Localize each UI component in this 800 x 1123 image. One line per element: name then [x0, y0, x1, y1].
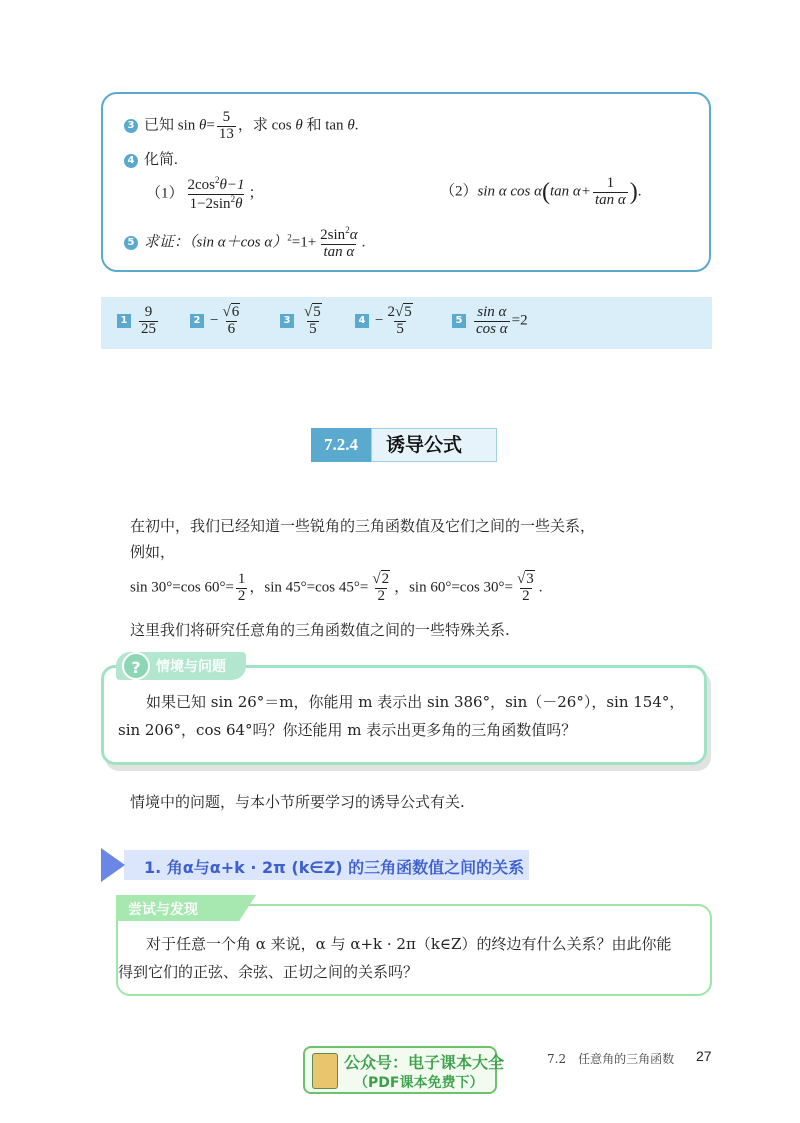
- answer-1: [117, 305, 160, 338]
- fraction: [217, 110, 236, 143]
- fraction-denominator: 2: [377, 587, 385, 604]
- fraction-numerator: $2\cos^2\theta-1$: [187, 175, 245, 193]
- expr-part: α: [349, 227, 358, 243]
- sub-label: （2）: [440, 183, 478, 200]
- answer-2: [190, 305, 244, 338]
- fraction-numerator: sin α: [477, 304, 507, 320]
- try-line-1: 对于任意一个角 α 来说，α 与 α+k · 2π（k∈Z）的终边有什么关系？由此你能: [146, 935, 672, 953]
- fraction-numerator: √2: [372, 571, 390, 587]
- fraction-denominator: $1-2\sin^2\theta$: [189, 193, 243, 212]
- intro-paragraph-1b: 例如，: [130, 543, 176, 561]
- stamp-line-1: 公众号：电子课本大全: [344, 1053, 505, 1072]
- math-symbol: =1+: [291, 234, 317, 251]
- exercise-5: [124, 226, 365, 261]
- exercise-text: .: [361, 234, 366, 251]
- fraction: [318, 226, 359, 261]
- exercise-number-badge: 5: [124, 236, 138, 250]
- intro-paragraph-2: 这里我们将研究任意角的三角函数值之间的一些特殊关系.: [130, 621, 510, 639]
- exercise-text: ；: [248, 185, 264, 202]
- fraction-numerator: $2\sin^2\alpha$: [320, 225, 358, 243]
- expr-part: =2: [511, 312, 528, 329]
- exercise-number-badge: 4: [124, 154, 138, 168]
- sign: −: [210, 312, 219, 329]
- fraction: [186, 176, 247, 213]
- exercise-text: 化简.: [144, 152, 178, 168]
- exercise-text: ，求 cos: [237, 117, 296, 134]
- fraction-denominator: 5: [309, 320, 317, 337]
- expr-part: ，sin 60°=cos 30°=: [394, 579, 513, 596]
- fraction-numerator: 2√5: [387, 304, 412, 320]
- topic-heading: 1. 角α与α+k · 2π (k∈Z) 的三角函数值之间的关系: [144, 858, 525, 877]
- exercise-4-2: （2）sin α cos α(tan α+ $\frac{1}{\text{tan α}}$ ).: [440, 175, 642, 208]
- fraction-numerator: √3: [517, 571, 534, 587]
- radicand: 6: [231, 304, 240, 320]
- expr-part: θ: [235, 195, 243, 212]
- answer-number-badge: 3: [280, 314, 294, 328]
- fraction: [593, 176, 628, 209]
- book-icon: [312, 1053, 338, 1089]
- expr-part: 2sin: [320, 227, 346, 243]
- sub-label: （1）: [146, 185, 184, 202]
- stamp-line-2: （PDF课本免费下）: [354, 1075, 484, 1091]
- radicand: 5: [404, 304, 412, 320]
- section-title: 诱导公式: [371, 428, 497, 462]
- fraction: [385, 305, 414, 338]
- exercise-text: 和 tan: [302, 117, 348, 134]
- question-icon: ?: [122, 652, 150, 680]
- fraction-numerator: 9: [144, 304, 153, 320]
- fraction-numerator: 1: [237, 571, 246, 587]
- situation-tag-label: 情境与问题: [156, 659, 226, 675]
- math-symbol: θ: [347, 117, 355, 134]
- answer-4: [355, 305, 417, 338]
- after-situation-text: 情境中的问题，与本小节所要学习的诱导公式有关.: [130, 793, 465, 811]
- try-line-2: 得到它们的正弦、余弦、正切之间的关系吗？: [118, 963, 419, 981]
- exercise-4: [124, 148, 178, 169]
- expr-part: sin α cos α: [477, 183, 543, 200]
- intro-paragraph-1: 在初中，我们已经知道一些锐角的三角函数值及它们之间的一些关系，: [130, 517, 596, 535]
- fraction: [302, 305, 324, 338]
- answer-5: [452, 305, 528, 338]
- expr-part: 1−2sin: [189, 195, 231, 212]
- exercise-4-1: [146, 176, 264, 213]
- answer-number-badge: 4: [355, 314, 369, 328]
- fraction-denominator: 25: [141, 320, 156, 337]
- exercise-number-badge: 3: [124, 119, 138, 133]
- fraction: [236, 572, 248, 605]
- coefficient: 2: [387, 304, 395, 320]
- answer-number-badge: 2: [190, 314, 204, 328]
- footer-chapter: 7.2 任意角的三角函数: [547, 1052, 675, 1066]
- expr-part: 2cos: [187, 177, 216, 193]
- math-symbol: θ: [199, 117, 207, 134]
- sign: −: [375, 312, 384, 329]
- exercise-text: 求证：（sin α＋cos α）: [144, 234, 288, 251]
- fraction: [474, 305, 510, 338]
- exercise-3: [124, 110, 358, 143]
- fraction-numerator: √6: [222, 304, 240, 320]
- math-symbol: =: [206, 117, 215, 134]
- fraction: [220, 305, 242, 338]
- try-tag-label: 尝试与发现: [128, 902, 198, 918]
- fraction-numerator: √5: [304, 304, 321, 320]
- topic-arrow-icon: [101, 848, 125, 882]
- fraction-denominator: 2: [522, 587, 530, 604]
- situation-line-1: 如果已知 sin 26°＝m，你能用 m 表示出 sin 386°，sin（－26°），sin 154°，: [146, 693, 685, 711]
- page-number: 27: [696, 1048, 712, 1064]
- fraction-denominator: 13: [218, 125, 234, 142]
- fraction-numerator: 1: [606, 175, 615, 191]
- section-number: 7.2.4: [311, 428, 371, 462]
- fraction: [515, 572, 537, 605]
- expr-part: ，sin 45°=cos 45°=: [249, 579, 369, 596]
- answer-number-badge: 1: [117, 314, 131, 328]
- fraction-denominator: cos α: [476, 320, 508, 337]
- exercise-text: .: [354, 117, 359, 134]
- radicand: 5: [313, 304, 321, 320]
- answer-3: [280, 305, 326, 338]
- intro-equation: sin 30°=cos 60°= $\frac{1}{2}$ ，sin 45°=cos 45°= $\frac{√2}{2}$ ，sin 60°=cos 30°= $\frac{√3}{2}$ .: [130, 571, 543, 604]
- fraction: [370, 572, 392, 605]
- situation-line-2: sin 206°，cos 64°吗？你还能用 m 表示出更多角的三角函数值吗？: [118, 721, 577, 739]
- exercise-text: .: [637, 183, 642, 200]
- fraction-denominator: 2: [237, 587, 246, 604]
- fraction: [139, 305, 158, 338]
- answer-number-badge: 5: [452, 314, 466, 328]
- expr-part: θ−1: [219, 177, 245, 193]
- exponent: 2: [287, 232, 292, 243]
- fraction-numerator: 5: [222, 109, 231, 125]
- fraction-denominator: 5: [396, 320, 404, 337]
- expr-part: sin 30°=cos 60°=: [130, 579, 234, 596]
- math-symbol: θ: [295, 117, 303, 134]
- fraction-denominator: 6: [227, 320, 236, 337]
- exercise-text: 已知 sin: [144, 117, 200, 134]
- fraction-denominator: tan α: [323, 243, 355, 260]
- expr-part: tan α+: [550, 183, 591, 200]
- fraction-denominator: tan α: [594, 191, 626, 208]
